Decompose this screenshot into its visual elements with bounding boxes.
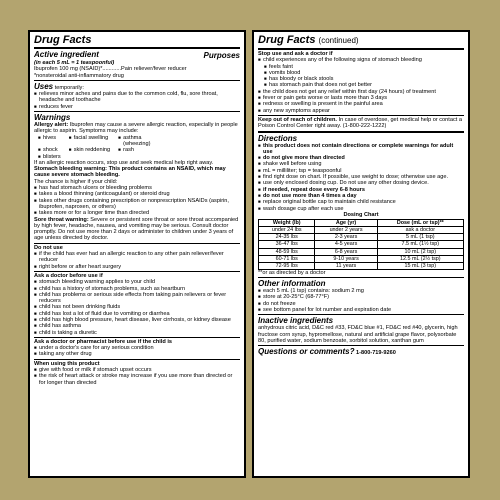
active-ingredient-heading: Active ingredient — [34, 50, 99, 59]
list-item: ■ takes other drugs containing prescription or nonprescription NSAIDs (aspirin, ibuprofen, naproxen, or others) — [34, 198, 240, 211]
ask-doctor-heading: Ask a doctor before use if — [34, 272, 103, 279]
table-row — [259, 227, 464, 234]
stomach-risk-list — [34, 185, 240, 216]
drug-facts-panel-left — [28, 30, 246, 478]
list-item: ■ child experiences any of the following signs of stomach bleeding — [258, 57, 464, 63]
list-item: ■ if the child has ever had an allergic reaction to any other pain reliever/fever reducer — [34, 251, 240, 264]
sore-throat-label: Sore throat warning: — [34, 216, 89, 223]
keep-out-label: Keep out of reach of children. — [258, 116, 337, 123]
stop-use-list — [258, 57, 464, 114]
table-row — [259, 248, 464, 255]
drug-facts-panel-right — [252, 30, 470, 478]
list-item: ■ has stomach pain that does not get better — [264, 82, 464, 88]
list-item: ■ see bottom panel for lot number and expiration date — [258, 307, 464, 313]
uses-heading-sub: temporarily: — [54, 84, 84, 91]
do-not-use-list — [34, 251, 240, 270]
do-not-use-section — [34, 245, 240, 272]
list-item: ■ right before or after heart surgery — [34, 264, 240, 270]
warnings-section — [34, 113, 240, 244]
do-not-use-heading: Do not use — [34, 244, 63, 251]
list-item: ■ child has lost a lot of fluid due to vomiting or diarrhea — [34, 311, 240, 317]
table-cell: 6-8 years — [315, 248, 377, 255]
table-row — [259, 241, 464, 248]
ask-doctor-list — [34, 279, 240, 336]
when-using-heading: When using this product — [34, 360, 100, 367]
list-item: ■ do not use more than 4 times a day — [258, 193, 464, 199]
active-ingredient-sub: (in each 5 mL = 1 teaspoonful) — [34, 60, 115, 66]
directions-list — [258, 143, 464, 212]
list-item: ■ vomits blood — [264, 70, 464, 76]
col-age-header: Age (yr) — [315, 220, 377, 227]
table-cell: under 2 years — [315, 227, 377, 234]
sore-throat-text: Severe or persistent sore throat or sore throat accompanied by high fever, headache, nausea, and vomiting may be serious. Consult doctor promptly. Do not use more than 2 days or administer to children under 3 years of age unless directed by doctor. — [34, 216, 239, 242]
allergy-alert-label: Allergy alert: — [34, 122, 69, 129]
list-item: ■ feels faint — [264, 64, 464, 70]
list-item: ■ stomach bleeding warning applies to your child — [34, 279, 240, 285]
uses-list — [34, 91, 240, 110]
directions-section — [258, 134, 464, 279]
inactive-text: anhydrous citric acid, D&C red #33, FD&C blue #1, FD&C red #40, glycerin, high fructose corn syrup, hypromellose, natural and artificial grape flavor, polysorbate 80, purified water, sodium benzoate, sorbitol solution, xanthan gum — [258, 325, 458, 344]
nsaid-footnote: *nonsteroidal anti-inflammatory drug — [34, 72, 124, 79]
symptom-list — [34, 135, 168, 160]
panel-title-sub: (continued) — [318, 36, 359, 45]
when-using-section — [34, 361, 240, 386]
dosing-chart-title: Dosing Chart — [343, 211, 379, 218]
inactive-heading: Inactive ingredients — [258, 316, 334, 326]
list-item: ■ child has high blood pressure, heart disease, liver cirrhosis, or kidney disease — [34, 317, 240, 323]
panel-title-text: Drug Facts — [258, 34, 316, 46]
symptom-item: ■ shock — [38, 147, 61, 153]
ingredient-line: Ibuprofen 100 mg (NSAID)*............Pain reliever/fever reducer — [34, 66, 187, 73]
dosing-table-header — [259, 220, 464, 227]
table-cell: ask a doctor — [377, 227, 463, 234]
dosing-table — [258, 219, 464, 270]
col-weight-header: Weight (lb) — [259, 220, 315, 227]
active-ingredient-section — [34, 50, 240, 81]
table-cell: 11 years — [315, 262, 377, 269]
table-cell: 10 mL (2 tsp) — [377, 248, 463, 255]
list-item: ■ use only enclosed dosing cup. Do not use any other dosing device. — [258, 180, 464, 186]
symptom-item: ■ facial swelling — [69, 135, 110, 148]
questions-phone: 1-800-719-9260 — [356, 350, 396, 357]
list-item: ■ find right dose on chart. If possible, use weight to dose; otherwise use age. — [258, 174, 464, 180]
symptom-item: ■ asthma (wheezing) — [118, 135, 168, 148]
list-item: ■ do not freeze — [258, 301, 464, 307]
list-item: ■ reduces fever — [34, 104, 240, 110]
stomach-warning-label: Stomach bleeding warning: This product contains an NSAID, which may cause severe stomach bleeding. — [34, 166, 226, 179]
table-row — [259, 262, 464, 269]
table-cell: 9-10 years — [315, 255, 377, 262]
uses-heading: Uses — [34, 81, 54, 91]
panel-title-continued — [258, 34, 464, 50]
symptom-item: ■ hives — [38, 135, 61, 148]
stop-use-heading: Stop use and ask a doctor if — [258, 51, 333, 57]
other-info-heading: Other information — [258, 279, 326, 289]
uses-section — [34, 82, 240, 112]
list-item: ■ takes a blood thinning (anticoagulant) or steroid drug — [34, 191, 240, 197]
list-item: ■ shake well before using — [258, 161, 464, 167]
list-item: ■ child has not been drinking fluids — [34, 304, 240, 310]
table-cell: 7.5 mL (1½ tsp) — [377, 241, 463, 248]
questions-heading: Questions or comments? — [258, 347, 355, 357]
col-dose-header: Dose (mL or tsp)** — [377, 220, 463, 227]
ask-pharmacist-list — [34, 345, 240, 358]
list-item: ■ the child does not get any relief within first day (24 hours) of treatment — [258, 89, 464, 95]
warnings-heading: Warnings — [34, 113, 71, 123]
inactive-section — [258, 316, 464, 346]
list-item: ■ relieves minor aches and pains due to the common cold, flu, sore throat, headache and toothache — [34, 91, 240, 104]
allergy-reaction-text: If an allergic reaction occurs, stop use and seek medical help right away. — [34, 159, 214, 166]
questions-section — [258, 347, 464, 356]
symptom-item: ■ skin reddening — [69, 147, 110, 153]
table-cell: 48-59 lbs — [259, 248, 315, 255]
list-item: ■ store at 20-25°C (68-77°F) — [258, 294, 464, 300]
table-row — [259, 255, 464, 262]
ask-pharmacist-section — [34, 339, 240, 360]
table-cell: 4-5 years — [315, 241, 377, 248]
list-item: ■ fever or pain gets worse or lasts more than 3 days — [258, 95, 464, 101]
list-item: ■ do not give more than directed — [258, 155, 464, 161]
list-item: ■ taking any other drug — [34, 351, 240, 357]
list-item: ■ redness or swelling is present in the painful area — [258, 101, 464, 107]
list-item: ■ wash dosage cup after each use — [258, 206, 464, 212]
other-info-list — [258, 288, 464, 313]
table-row — [259, 234, 464, 241]
purposes-heading: Purposes — [203, 51, 240, 60]
list-item: ■ replace original bottle cap to maintain child resistance — [258, 199, 464, 205]
list-item: ■ takes more or for a longer time than directed — [34, 210, 240, 216]
table-cell: 5 mL (1 tsp) — [377, 234, 463, 241]
list-item: ■ child has a history of stomach problems, such as heartburn — [34, 286, 240, 292]
when-using-list — [34, 367, 240, 386]
list-item: ■ mL = milliliter; tsp = teaspoonful — [258, 168, 464, 174]
directions-heading: Directions — [258, 133, 298, 143]
stomach-chance-text: The chance is higher if your child: — [34, 178, 118, 185]
table-cell: 60-71 lbs — [259, 255, 315, 262]
list-item: ■ the risk of heart attack or stroke may increase if you use more than directed or for longer than directed — [34, 373, 240, 386]
allergy-alert-text: Ibuprofen may cause a severe allergic reaction, especially in people allergic to aspirin. Symptoms may include: — [34, 122, 238, 135]
list-item: ■ each 5 mL (1 tsp) contains: sodium 2 mg — [258, 288, 464, 294]
table-cell: 36-47 lbs — [259, 241, 315, 248]
keep-out-section — [258, 117, 464, 133]
symptom-item: ■ blisters — [38, 154, 61, 160]
list-item: ■ child is taking a diuretic — [34, 330, 240, 336]
dosing-table-body — [259, 227, 464, 270]
list-item: ■ under a doctor's care for any serious condition — [34, 345, 240, 351]
table-cell: 2-3 years — [315, 234, 377, 241]
dosing-footnote: **or as directed by a doctor — [258, 269, 326, 276]
ask-doctor-section — [34, 273, 240, 338]
table-cell: 24-35 lbs — [259, 234, 315, 241]
list-item: ■ give with food or milk if stomach upset occurs — [34, 367, 240, 373]
ask-pharmacist-heading: Ask a doctor or pharmacist before use if the child is — [34, 338, 173, 345]
list-item: ■ any new symptoms appear — [258, 108, 464, 114]
table-cell: 72-95 lbs — [259, 262, 315, 269]
list-item: ■ has bloody or black stools — [264, 76, 464, 82]
panel-title: Drug Facts — [34, 34, 240, 49]
list-item: ■ if needed, repeat dose every 6-8 hours — [258, 187, 464, 193]
stop-use-section — [258, 51, 464, 116]
keep-out-text: In case of overdose, get medical help or contact a Poison Control Center right away. (1-800-222-1222) — [258, 116, 462, 130]
symptom-item: ■ rash — [118, 147, 168, 153]
list-item: ■ has had stomach ulcers or bleeding problems — [34, 185, 240, 191]
other-info-section — [258, 279, 464, 315]
list-item: ■ child has asthma — [34, 323, 240, 329]
list-item: ■ child has problems or serious side effects from taking pain relievers or fever reducers — [34, 292, 240, 305]
table-cell: 15 mL (3 tsp) — [377, 262, 463, 269]
list-item: ■ this product does not contain directions or complete warnings for adult use — [258, 143, 464, 156]
table-cell: 12.5 mL (2½ tsp) — [377, 255, 463, 262]
table-cell: under 24 lbs — [259, 227, 315, 234]
